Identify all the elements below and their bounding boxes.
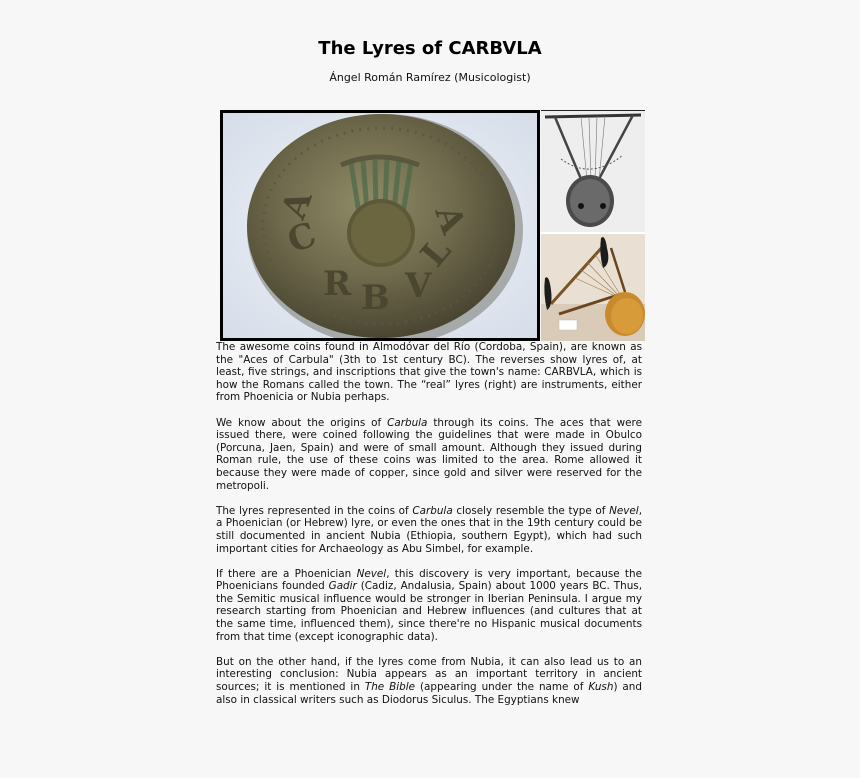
paragraph (216, 568, 642, 644)
svg-text:C: C (282, 214, 322, 262)
lyres-figure (220, 110, 645, 341)
italic-text: Carbula (412, 504, 453, 517)
paragraph (216, 656, 642, 706)
italic-text: Gadir (328, 580, 357, 593)
text-run: , a Phoenician (or Hebrew) lyre, or even the ones that in the 19th century could be still documented in ancient Nubia (Ethiopia, southern Egypt), which had such important cities for Archaeology as Abu Simbel, for example. (216, 504, 642, 555)
text-run: If there are a Phoenician (216, 567, 357, 580)
svg-text:L: L (413, 230, 460, 275)
svg-text:B: B (361, 278, 390, 318)
svg-text:A: A (426, 200, 474, 239)
text-run: We know about the origins of (216, 416, 388, 429)
paragraph (216, 505, 642, 555)
text-run: closely resemble the type of (452, 504, 610, 517)
svg-text:A: A (273, 185, 321, 225)
text-run: through its coins. The aces that were issued there, were coined following the guidelines that were made in Obulco (Porcuna, Jaen, Spain) and were of small amount. Although they issued during Roman rule, the use of these coins was limited to the area. Rome allowed it because they were made of copper, since gold and silver were reserved for the metropoli. (216, 416, 642, 492)
text-run: (appearing under the name of (415, 681, 589, 694)
paragraph (216, 417, 642, 493)
italic-text: Carbula (387, 416, 428, 429)
svg-text:R: R (323, 264, 352, 304)
coin-photo (220, 110, 540, 341)
svg-text:V: V (405, 266, 432, 306)
text-run: The lyres represented in the coins of (216, 504, 413, 517)
text-run: But on the other hand, if the lyres come from Nubia, it can also lead us to an interesting conclusion: Nubia appears as an important territory in ancient sources; it is mentioned in (216, 655, 642, 694)
lyre-bw-image (541, 111, 645, 232)
italic-text: Kush (588, 681, 614, 694)
document-title: The Lyres of CARBVLA (318, 38, 542, 59)
document-author: Ángel Román Ramírez (Musicologist) (329, 71, 531, 84)
text-run: (Cadiz, Andalusia, Spain) about 1000 years BC. Thus, the Semitic musical influence would be stronger in Iberian Peninsula. I argue my research starting from Phoenician and Hebrew influences (and cultures that at the same time, influenced them), since there're no Hispanic musical documents from that time (except iconographic data). (216, 580, 642, 643)
lyre-photo-color (541, 232, 645, 341)
lyre-photo-bw (541, 110, 645, 233)
italic-text: Nevel (356, 567, 387, 580)
lyre-color-image (541, 234, 645, 341)
text-run: , this discovery is very important, because the Phoenicians founded (216, 567, 642, 593)
paragraph (216, 341, 642, 404)
italic-text: The Bible (364, 681, 415, 694)
italic-text: Nevel (609, 504, 639, 517)
coin-image (223, 113, 537, 338)
article-body (216, 341, 642, 719)
text-run: The awesome coins found in Almodóvar del Río (Cordoba, Spain), are known as the "Aces of Carbula" (3th to 1st century BC). The reverses show lyres of, at least, five strings, and inscriptions that give the town's name: CARBVLA, which is how the Romans called the town. The “real” lyres (right) are instruments, either from Phoenicia or Nubia perhaps. (216, 341, 642, 404)
text-run: ) and also in classical writers such as Diodorus Siculus. The Egyptians knew (216, 681, 642, 706)
